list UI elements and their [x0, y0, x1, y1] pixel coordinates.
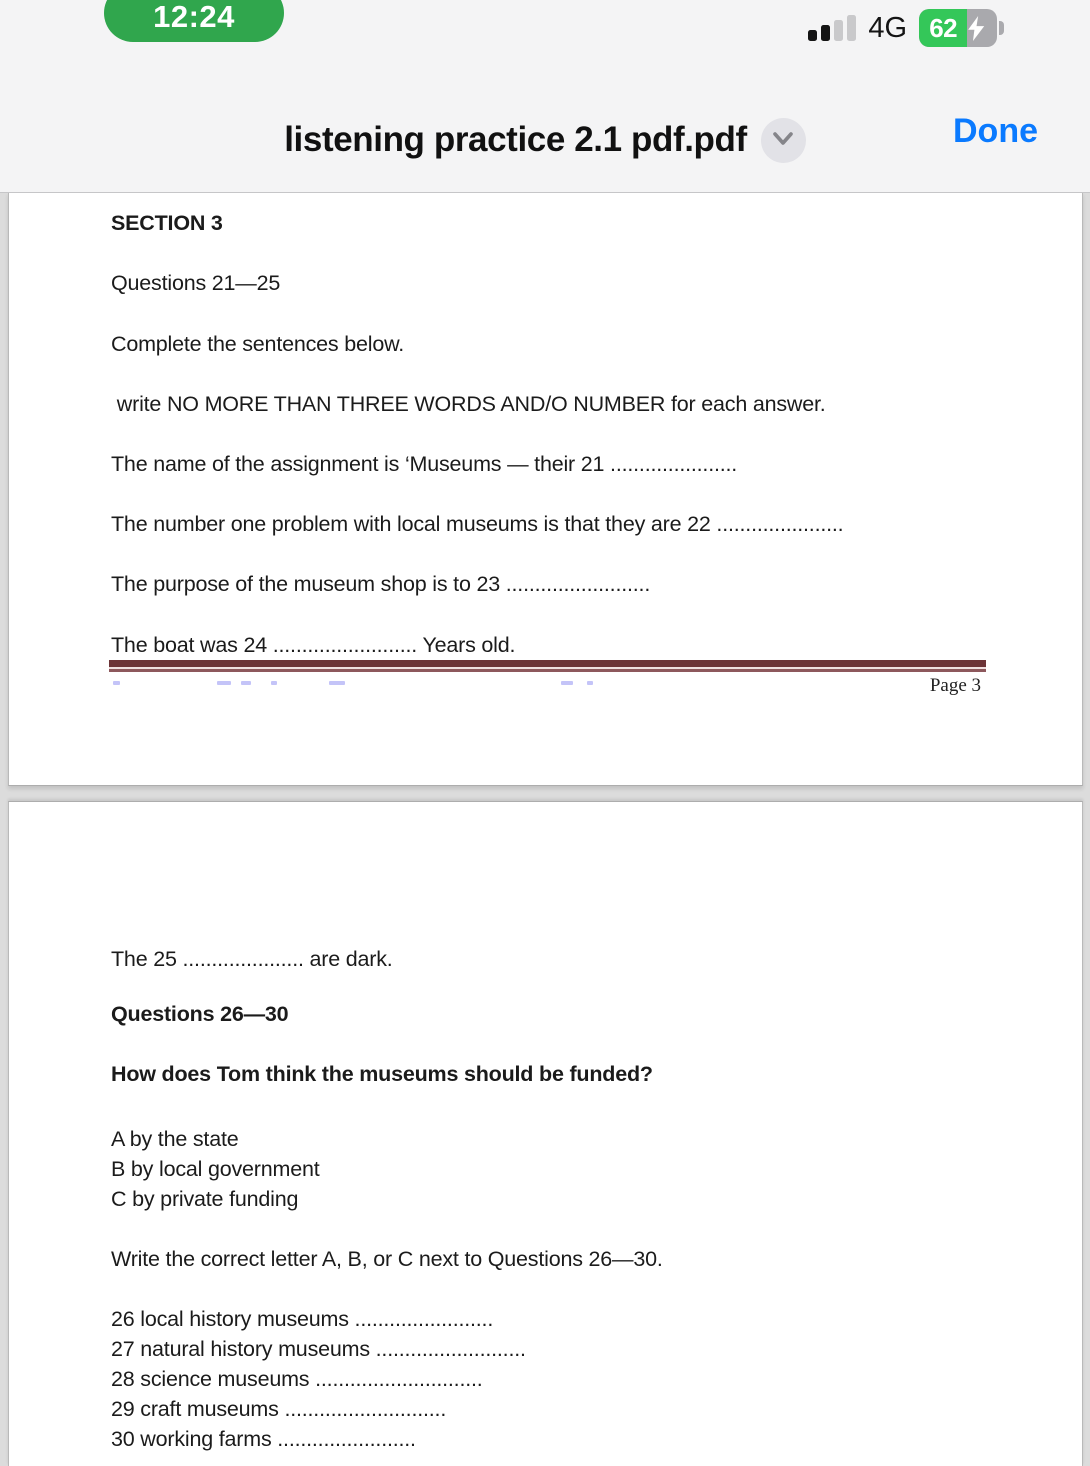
status-indicators [808, 8, 1004, 48]
battery-body [919, 9, 997, 47]
cellular-signal-icon [808, 15, 856, 41]
pdf-page-3 [8, 192, 1083, 786]
question-26: 26 local history museums ........................ [111, 1307, 494, 1331]
clipped-link-fragment [561, 681, 573, 685]
battery-cap [999, 21, 1004, 35]
clipped-link-fragment [241, 681, 251, 685]
option-c: C by private funding [111, 1187, 299, 1211]
pdf-page-4 [8, 801, 1083, 1466]
charging-bolt-icon [966, 16, 986, 46]
question-24: The boat was 24 ......................... Years old. [111, 633, 516, 657]
document-title: listening practice 2.1 pdf.pdf [284, 120, 747, 159]
question-28: 28 science museums ............................. [111, 1367, 483, 1391]
question-23: The purpose of the museum shop is to 23 ......................... [111, 572, 651, 596]
status-time: 12:24 [153, 0, 235, 34]
instruction-line: write NO MORE THAN THREE WORDS AND/O NUMBER for each answer. [111, 392, 826, 416]
signal-bar [847, 15, 856, 41]
signal-bar [808, 30, 817, 41]
question-22: The number one problem with local museums is that they are 22 ...................... [111, 512, 844, 536]
questions-range-label: Questions 21—25 [111, 271, 281, 295]
done-button[interactable]: Done [953, 112, 1038, 150]
question-prompt: How does Tom think the museums should be funded? [111, 1062, 653, 1086]
clipped-link-fragment [113, 681, 120, 685]
title-menu-button[interactable] [761, 118, 806, 163]
pdf-scroll-area[interactable] [0, 192, 1090, 1466]
question-29: 29 craft museums ............................ [111, 1397, 447, 1421]
option-a: A by the state [111, 1127, 239, 1151]
battery-fill [919, 9, 967, 47]
question-30: 30 working farms ........................ [111, 1427, 416, 1451]
footer-divider-rule [109, 660, 986, 672]
questions-range-label: Questions 26—30 [111, 1002, 289, 1026]
clipped-link-fragment [587, 681, 593, 685]
clipped-link-fragment [217, 681, 231, 685]
clipped-link-fragment [271, 681, 277, 685]
instruction-line: Complete the sentences below. [111, 332, 404, 356]
signal-bar [834, 20, 843, 41]
question-21: The name of the assignment is ‘Museums — their 21 ...................... [111, 452, 738, 476]
instruction-line: Write the correct letter A, B, or C next to Questions 26—30. [111, 1247, 663, 1271]
battery-percent-label: 62 [929, 12, 958, 43]
network-type-label: 4G [868, 11, 907, 44]
chevron-down-icon [771, 130, 795, 151]
signal-bar [821, 25, 830, 41]
question-27: 27 natural history museums .......................... [111, 1337, 526, 1361]
question-25: The 25 ..................... are dark. [111, 947, 393, 971]
document-title-row [0, 110, 1090, 170]
battery-icon [919, 9, 1004, 47]
page-number-label: Page 3 [929, 675, 981, 696]
screen-recording-time-pill[interactable] [104, 0, 284, 42]
clipped-link-fragment [329, 681, 345, 685]
top-chrome [0, 0, 1090, 193]
section-heading: SECTION 3 [111, 211, 223, 235]
option-b: B by local government [111, 1157, 320, 1181]
